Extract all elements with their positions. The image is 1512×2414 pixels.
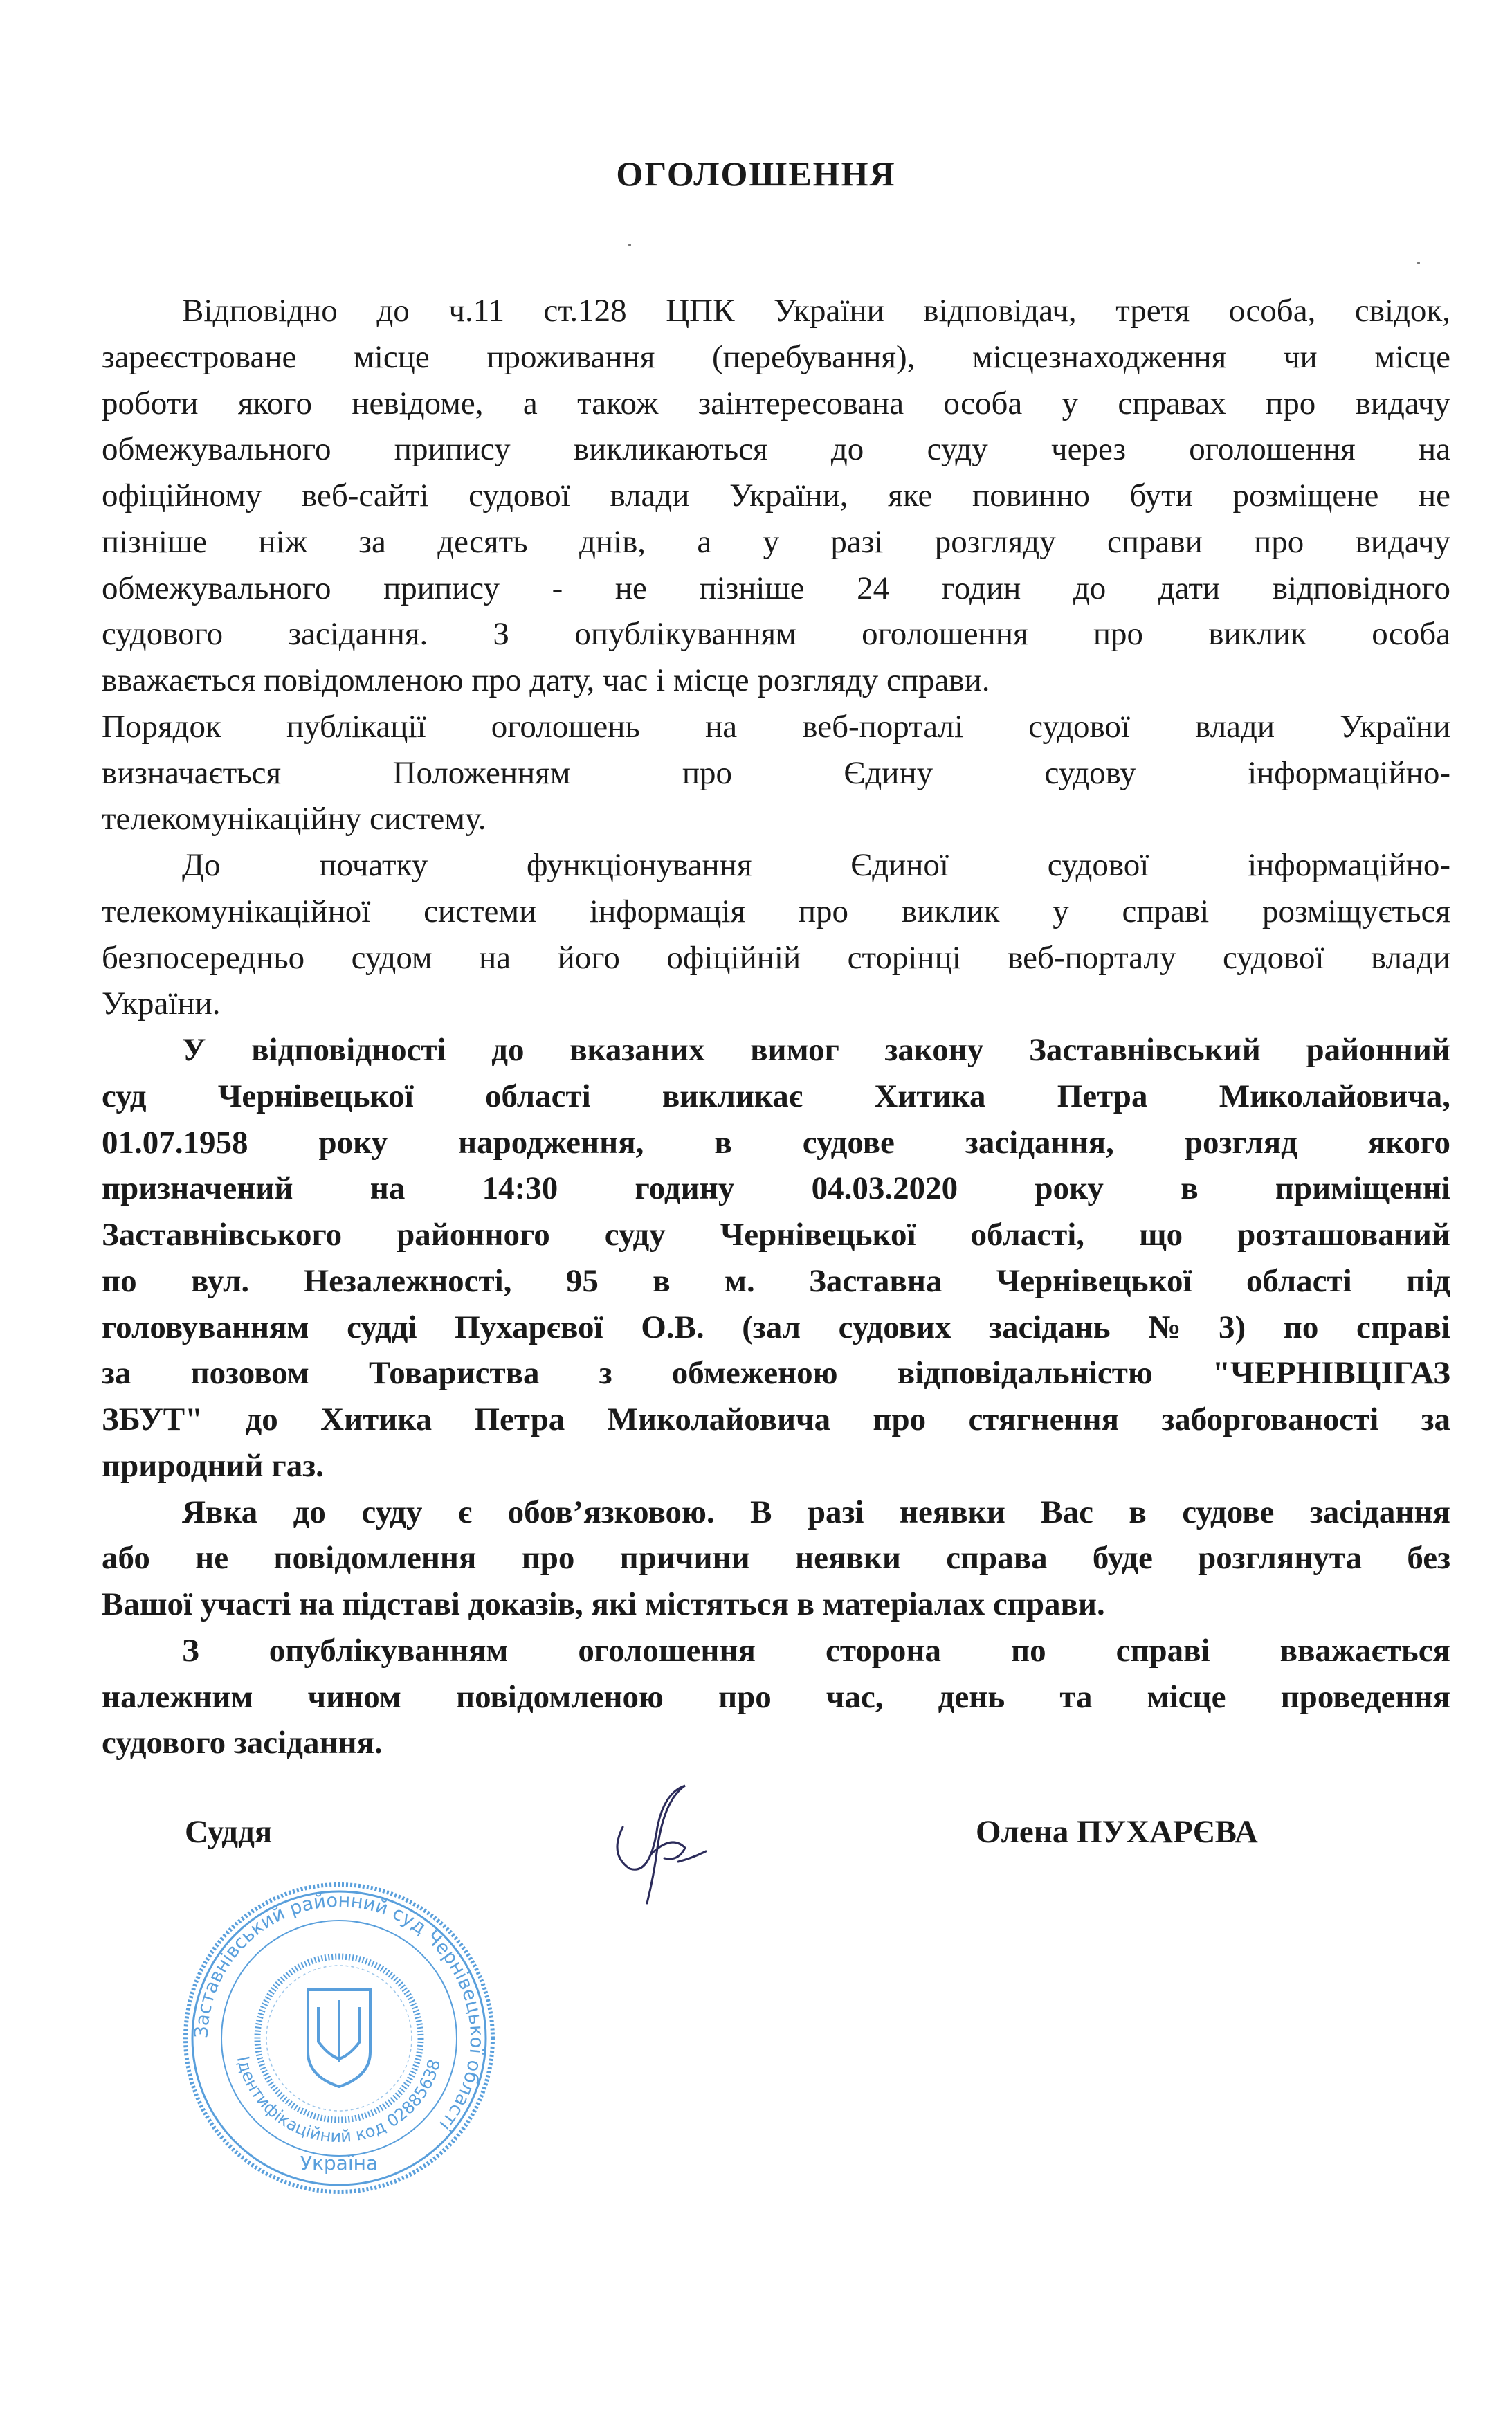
text-line (102, 1535, 1450, 1581)
document-title: ОГОЛОШЕННЯ (616, 154, 896, 193)
text-line-content: Явка до суду є обов’язковою. В разі неявки Вас в судове засідання (182, 1494, 1450, 1530)
paragraph (102, 288, 1450, 704)
paragraph (102, 1628, 1450, 1766)
text-line-content: Заставнівського районного суду Чернівецької області, що розташований (102, 1217, 1450, 1253)
text-line-content: призначений на 14:30 годину 04.03.2020 року в приміщенні (102, 1170, 1450, 1207)
text-line (102, 1674, 1450, 1721)
text-line-content: ЗБУТ" до Хитика Петра Миколайовича про стягнення заборгованості за (102, 1401, 1450, 1437)
signature-row (0, 1813, 1512, 1862)
text-line (102, 1397, 1450, 1443)
text-line-content: До початку функціонування Єдиної судової інформаційно- (182, 847, 1450, 883)
text-line-content: головуванням судді Пухарєвої О.В. (зал судових засідань № 3) по справі (102, 1309, 1450, 1345)
text-line (102, 426, 1450, 473)
text-line (102, 334, 1450, 381)
text-line (102, 657, 1450, 704)
text-line (102, 750, 1450, 797)
text-line (102, 1443, 1450, 1489)
judge-label: Суддя (185, 1814, 273, 1850)
text-line-content: Відповідно до ч.11 ст.128 ЦПК України відповідач, третя особа, свідок, (182, 293, 1450, 329)
text-line-content: безпосередньо судом на його офіційній сторінці веб-порталу судової влади (102, 939, 1450, 976)
text-line (102, 473, 1450, 519)
document-body (102, 288, 1450, 1766)
text-line-content: визначається Положенням про Єдину судову інформаційно- (102, 754, 1450, 791)
text-line-content: судового засідання. З опублікуванням оголошення про виклик особа (102, 616, 1450, 653)
court-stamp (176, 1876, 502, 2201)
text-line (102, 1581, 1450, 1628)
text-line (102, 1720, 1450, 1766)
judge-name: Олена ПУХАРЄВА (976, 1814, 1258, 1850)
stamp-country: Україна (300, 2152, 379, 2175)
text-line (102, 611, 1450, 657)
text-line (102, 519, 1450, 565)
text-line (102, 1073, 1450, 1120)
text-line-content: обмежувального припису викликаються до суду через оголошення на (102, 431, 1450, 468)
text-line-content: України. (102, 986, 221, 1022)
text-line (102, 889, 1450, 935)
text-line-content: телекомунікаційної системи інформація про виклик у справі розміщується (102, 893, 1450, 929)
text-line-content: по вул. Незалежності, 95 в м. Заставна Чернівецької області під (102, 1262, 1450, 1299)
text-line-content: природний газ. (102, 1447, 324, 1484)
text-line (102, 981, 1450, 1027)
text-line-content: пізніше ніж за десять днів, а у разі розгляду справи про видачу (102, 523, 1450, 560)
text-line-content: зареєстроване місце проживання (перебування), місцезнаходження чи місце (102, 338, 1450, 375)
text-line (102, 1350, 1450, 1397)
text-line (102, 565, 1450, 612)
text-line-content: за позовом Товариства з обмеженою відповідальністю "ЧЕРНІВЦІГАЗ (102, 1355, 1450, 1392)
text-line (102, 381, 1450, 427)
text-line (102, 1165, 1450, 1212)
text-line-content: Вашої участі на підставі доказів, які містяться в матеріалах справи. (102, 1586, 1105, 1622)
text-line (102, 1027, 1450, 1073)
text-line-content: вважається повідомленою про дату, час і місце розгляду справи. (102, 662, 990, 698)
text-line (102, 1489, 1450, 1536)
text-line-content: У відповідності до вказаних вимог закону Заставнівський районний (182, 1032, 1450, 1068)
text-line-content: Порядок публікації оголошень на веб-порталі судової влади України (102, 708, 1450, 745)
text-line-content: або не повідомлення про причини неявки справа буде розглянута без (102, 1540, 1450, 1577)
text-line-content: З опублікуванням оголошення сторона по справі вважається (182, 1632, 1450, 1669)
scan-speck (628, 244, 631, 246)
text-line-content: судового засідання. (102, 1725, 383, 1761)
handwritten-signature (609, 1779, 734, 1917)
text-line-content: належним чином повідомленою про час, день та місце проведення (102, 1678, 1450, 1715)
paragraph (102, 1027, 1450, 1489)
stamp-inner-text: Ідентифікаційний код 02885638 (233, 2054, 445, 2147)
text-line (102, 1305, 1450, 1351)
text-line (102, 1628, 1450, 1674)
paragraph (102, 1489, 1450, 1628)
text-line-content: офіційному веб-сайті судової влади України, яке повинно бути розміщене не (102, 478, 1450, 514)
text-line-content: обмежувального припису - не пізніше 24 годин до дати відповідного (102, 570, 1450, 606)
text-line-content: роботи якого невідоме, а також заінтересована особа у справах про видачу (102, 385, 1450, 421)
text-line-content: телекомунікаційну систему. (102, 801, 486, 837)
text-line (102, 842, 1450, 889)
text-line (102, 796, 1450, 842)
text-line (102, 1212, 1450, 1258)
text-line (102, 1120, 1450, 1166)
text-line (102, 935, 1450, 981)
text-line (102, 288, 1450, 334)
scan-speck (1417, 262, 1420, 264)
paragraph (102, 842, 1450, 1027)
text-line (102, 704, 1450, 750)
text-line-content: 01.07.1958 року народження, в судове засідання, розгляд якого (102, 1124, 1450, 1161)
text-line (102, 1258, 1450, 1305)
text-line-content: суд Чернівецької області викликає Хитика Петра Миколайовича, (102, 1078, 1450, 1114)
stamp-outer-text: Заставнівський районний суд Чернівецької області (190, 1889, 488, 2135)
paragraph (102, 704, 1450, 842)
